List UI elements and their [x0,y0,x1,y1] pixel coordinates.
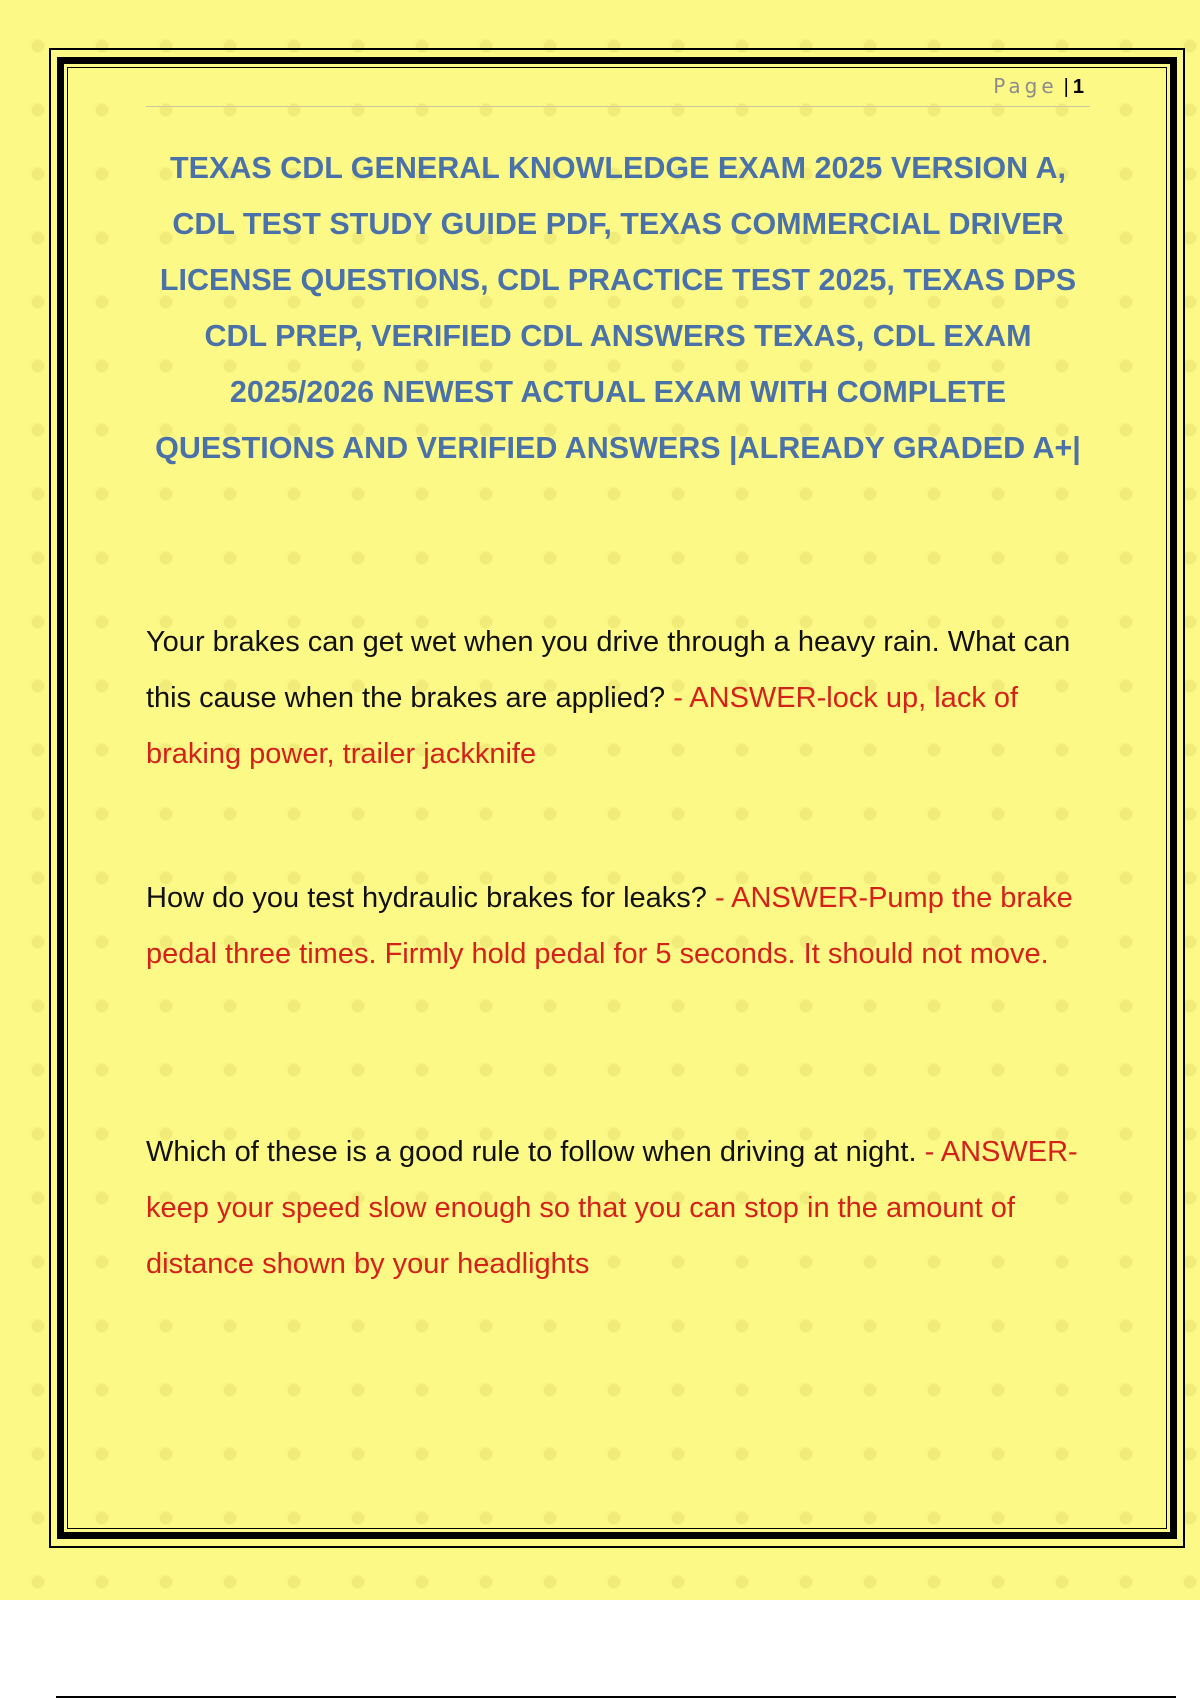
qa-item [146,870,1090,982]
next-page-border [56,1696,1176,1698]
question-text: Which of these is a good rule to follow when driving at night. [146,1136,917,1168]
answer-text: - ANSWER-Pump the brake pedal three times. Firmly hold pedal for 5 seconds. It should not move. [146,882,1073,970]
qa-item [146,614,1090,782]
answer-text: - ANSWER-lock up, lack of braking power, trailer jackknife [146,682,1019,770]
document-title: TEXAS CDL GENERAL KNOWLEDGE EXAM 2025 VERSION A, CDL TEST STUDY GUIDE PDF, TEXAS COMMERCIAL DRIVER LICENSE QUESTIONS, CDL PRACTICE TEST 2025, TEXAS DPS CDL PREP, VERIFIED CDL ANSWERS TEXAS, CDL EXAM 2025/2026 NEWEST ACTUAL EXAM WITH COMPLETE QUESTIONS AND VERIFIED ANSWERS |ALREADY GRADED A+| [155,151,1081,465]
question-text: Your brakes can get wet when you drive through a heavy rain. What can this cause when the brakes are applied? [146,626,1071,714]
answer-text: - ANSWER-keep your speed slow enough so that you can stop in the amount of distance shown by your headlights [146,1136,1078,1280]
question-text: How do you test hydraulic brakes for leaks? [146,882,707,914]
qa-item [146,1124,1090,1292]
page-header [146,74,1090,107]
page-separator: | [1063,76,1069,98]
page-number: 1 [1072,76,1084,98]
page-label: Page [993,74,1058,98]
